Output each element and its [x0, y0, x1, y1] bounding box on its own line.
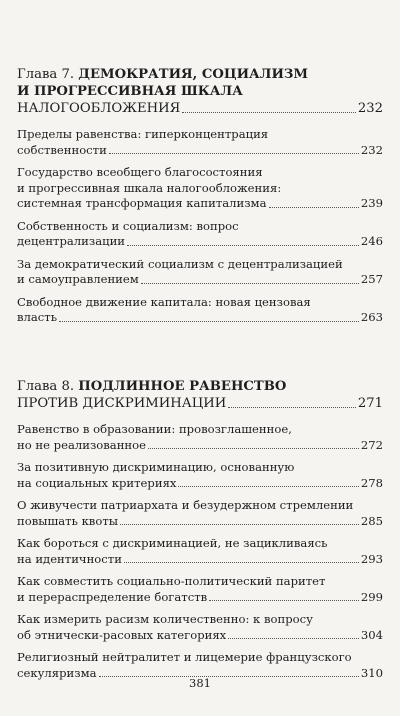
toc-page-number: 257 [360, 272, 383, 286]
toc-leader-line [17, 438, 383, 454]
toc-text-line: об этнически-расовых категориях [17, 627, 227, 642]
toc-entry [17, 295, 383, 326]
chapter-label: Глава 8. [17, 379, 75, 394]
dot-leader [228, 637, 359, 639]
toc-leader-line [17, 590, 383, 606]
toc-text-line: За демократический социализм с децентрализацией [17, 256, 343, 271]
toc-text-line: и прогрессивная шкала налогообложения: [17, 180, 282, 195]
toc-leader-line [17, 310, 383, 326]
toc-text-line: Государство всеобщего благосостояния [17, 165, 263, 179]
toc-page-number: 293 [360, 551, 383, 566]
chapter-title-line [17, 378, 383, 395]
toc-text-line: и перераспределение богатств [17, 589, 208, 604]
toc-text-line: власть [17, 310, 58, 324]
toc-text-line: децентрализации [17, 234, 126, 248]
dot-leader [148, 447, 359, 449]
dot-leader [269, 206, 359, 208]
dot-leader [141, 282, 359, 284]
toc-entry [17, 422, 383, 453]
dot-leader [178, 485, 358, 487]
dot-leader [127, 244, 359, 246]
toc-page-number: 304 [360, 627, 383, 642]
chapter-name-line: ПОДЛИННОЕ РАВЕНСТВО [78, 379, 287, 394]
toc-leader-line [17, 514, 383, 530]
chapter-title-line: И ПРОГРЕССИВНАЯ ШКАЛА [17, 84, 243, 99]
toc-leader-line [17, 234, 383, 250]
toc-text-line: НАЛОГООБЛОЖЕНИЯ [17, 101, 181, 116]
toc-leader-line [17, 476, 383, 492]
toc-page-number: 272 [360, 437, 383, 452]
toc-leader-line [17, 100, 383, 117]
toc-text-line: Как измерить расизм количественно: к вопросу [17, 612, 313, 626]
toc-entry [17, 612, 383, 643]
dot-leader [124, 561, 359, 563]
toc-leader-line [17, 628, 383, 644]
chapter-title [17, 378, 383, 412]
toc-leader-line [17, 552, 383, 568]
toc-text-line: Как бороться с дискриминацией, не зацикливаясь [17, 536, 328, 550]
dot-leader [228, 406, 356, 408]
dot-leader [209, 599, 359, 601]
toc-leader-line [17, 196, 383, 212]
toc-text-line: повышать квоты [17, 513, 118, 528]
chapter-title-line [17, 66, 383, 83]
toc-page-number: 246 [360, 234, 383, 248]
toc-text-line: Как совместить социально-политический паритет [17, 574, 326, 588]
toc-text-line: но не реализованное [17, 437, 146, 452]
toc-text-line: на идентичности [17, 551, 122, 566]
toc-leader-line [17, 143, 383, 159]
toc-page-number: 310 [360, 665, 383, 680]
toc-entry [17, 574, 383, 605]
toc-entry [17, 219, 383, 250]
toc-text-line: и самоуправлением [17, 272, 139, 286]
toc-text-line: секуляризма [17, 665, 97, 680]
toc-text-line: Пределы равенства: гиперконцентрация [17, 127, 269, 141]
toc-entry [17, 165, 383, 212]
dot-leader [109, 152, 359, 154]
toc-entry [17, 257, 383, 288]
toc-text-line: О живучести патриархата и безудержном стремлении [17, 498, 354, 512]
toc-page-number: 239 [360, 196, 383, 210]
chapter-7 [17, 66, 383, 326]
toc-entry [17, 460, 383, 491]
toc-text-line: Собственность и социализм: вопрос [17, 218, 239, 233]
toc-text-line: Равенство в образовании: провозглашенное, [17, 422, 292, 436]
toc-entry [17, 498, 383, 529]
toc-text-line: на социальных критериях [17, 475, 177, 490]
toc-entry [17, 127, 383, 158]
toc-text-line: За позитивную дискриминацию, основанную [17, 460, 295, 474]
toc-text-line: Свободное движение капитала: новая цензовая [17, 294, 311, 309]
chapter-name-line: ДЕМОКРАТИЯ, СОЦИАЛИЗМ [78, 67, 309, 82]
toc-page-number: 232 [360, 142, 383, 157]
toc-leader-line [17, 395, 383, 412]
toc-page-number: 271 [357, 396, 383, 411]
chapter-label: Глава 7. [17, 67, 75, 82]
toc-page-number: 232 [357, 101, 383, 116]
toc-text-line: собственности [17, 142, 107, 157]
toc-page-number: 278 [360, 475, 383, 490]
toc-text-line: ПРОТИВ ДИСКРИМИНАЦИИ [17, 396, 227, 411]
dot-leader [120, 523, 359, 525]
page-number: 381 [189, 676, 211, 690]
chapter-title [17, 66, 383, 117]
toc-page-number: 263 [360, 310, 383, 324]
dot-leader [182, 111, 356, 113]
toc-entry [17, 536, 383, 567]
toc-text-line: Религиозный нейтралитет и лицемерие французского [17, 650, 352, 664]
chapter-8 [17, 378, 383, 681]
toc-page-number: 299 [360, 589, 383, 604]
dot-leader [59, 320, 359, 322]
toc-text-line: системная трансформация капитализма [17, 196, 267, 210]
toc-leader-line [17, 272, 383, 288]
toc-page-number: 285 [360, 513, 383, 528]
